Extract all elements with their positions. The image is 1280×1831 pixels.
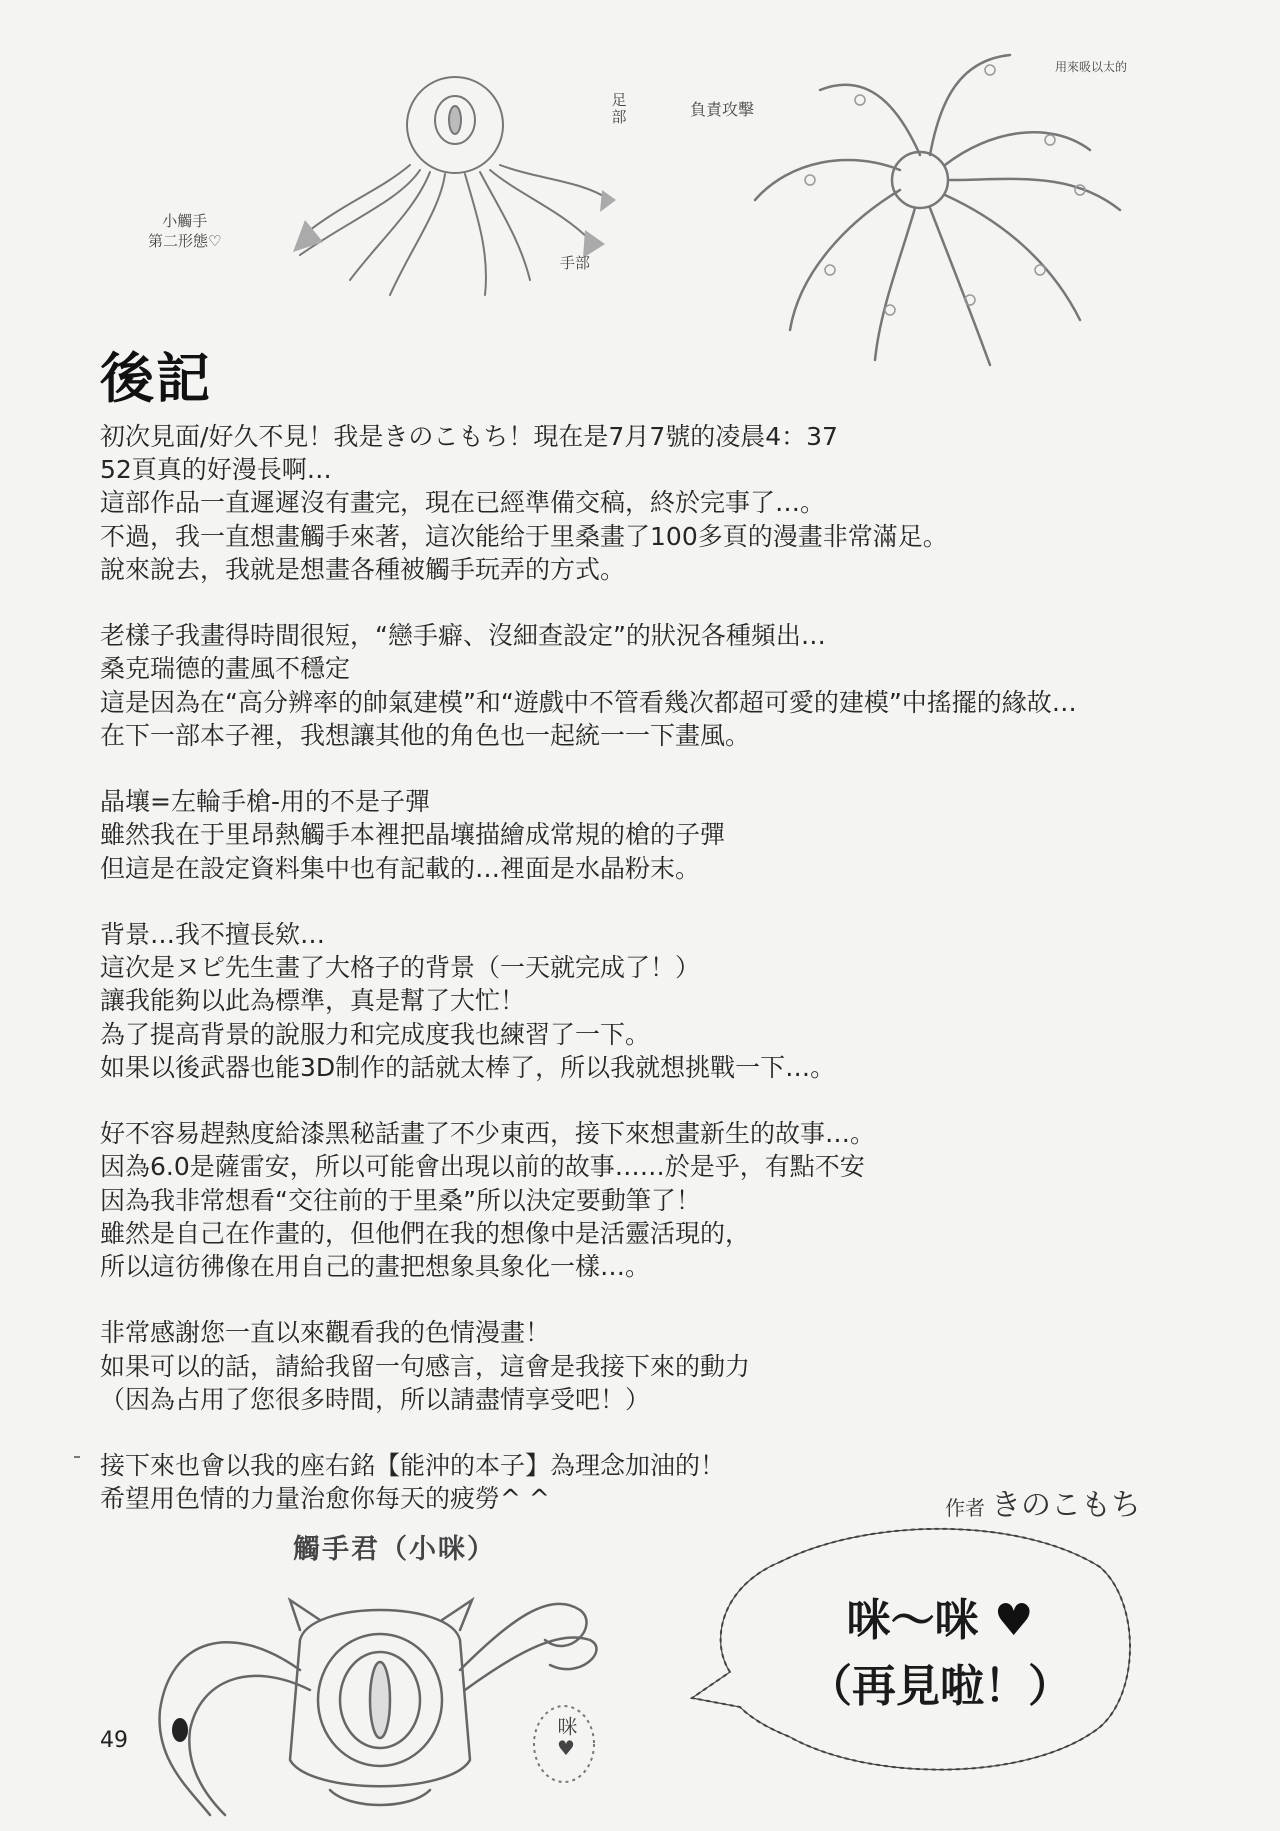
paragraph [100,420,1190,586]
text-line: 說來說去，我就是想畫各種被觸手玩弄的方式。 [100,554,626,584]
author-signature [945,1480,1141,1524]
paragraph [100,918,1190,1084]
paragraph [100,619,1190,752]
attack-label: 負責攻擊 [690,100,755,119]
text-line: 因為6.0是薩雷安，所以可能會出現以前的故事……於是乎，有點不安 [100,1152,865,1182]
bubble-line-1: 咪～咪 [846,1595,979,1646]
afterword-body [100,420,1190,1516]
text-line: 在下一部本子裡，我想讓其他的角色也一起統一一下畫風。 [100,720,751,750]
text-line: 雖然我在于里昂熱觸手本裡把晶壤描繪成常規的槍的子彈 [100,820,726,850]
paragraph [100,785,1190,885]
text-line: 因為我非常想看“交往前的于里桑”所以決定要動筆了！ [100,1185,701,1215]
paragraph [100,1316,1190,1416]
text-line: 背景…我不擅長欸… [100,920,326,949]
text-line: 52頁真的好漫長啊… [100,455,332,485]
bubble-line-2: （再見啦！） [808,1661,1072,1712]
small-tentacle-label [148,212,221,251]
big-tentacle-sketch [750,30,1130,380]
text-line: 初次見面/好久不見！我是きのこもち！現在是7月7號的凌晨4：37 [100,422,838,451]
mascot-illustration [150,1560,680,1826]
text-line: 讓我能夠以此為標準，真是幫了大忙！ [100,986,526,1016]
suck-label: 用來吸以太的 [1055,60,1128,74]
text-line: 老樣子我畫得時間很短，“戀手癖、沒細查設定”的狀況各種頻出… [100,621,826,651]
text-line: 為了提高背景的說服力和完成度我也練習了一下。 [100,1019,651,1049]
heart-icon: ♥ [993,1595,1034,1646]
text-line: （因為占用了您很多時間，所以請盡情享受吧！） [100,1384,651,1414]
small-tentacle-label-line1: 小觸手 [162,212,208,230]
page-title: 後記 [100,347,212,410]
foot-label: 足部 [609,92,628,126]
text-line: 接下來也會以我的座右銘【能沖的本子】為理念加油的！ [100,1451,726,1481]
text-line: 如果可以的話，請給我留一句感言，這會是我接下來的動力 [100,1351,751,1381]
text-line: 這是因為在“高分辨率的帥氣建模”和“遊戲中不管看幾次都超可愛的建模”中搖擺的緣故… [100,687,1077,717]
hand-label: 手部 [560,254,591,272]
text-line: 不過，我一直想畫觸手來著，這次能给于里桑畫了100多頁的漫畫非常滿足。 [100,521,948,551]
text-line: 雖然是自己在作畫的，但他們在我的想像中是活靈活現的， [100,1218,751,1248]
author-role: 作者 [945,1496,985,1520]
text-line: 所以這彷彿像在用自己的畫把想象具象化一樣…。 [100,1252,651,1282]
text-line: 好不容易趕熱度給漆黑秘話畫了不少東西，接下來想畫新生的故事…。 [100,1119,876,1149]
author-name: きのこもち [991,1488,1141,1523]
speech-bubble-text [790,1588,1090,1720]
text-line: 如果以後武器也能3D制作的話就太棒了，所以我就想挑戰一下…。 [100,1052,836,1082]
mascot-name: 觸手君（小咪） [293,1534,496,1565]
paragraph [100,1117,1190,1283]
text-line: 這部作品一直遲遲沒有畫完，現在已經準備交稿，終於完事了…。 [100,488,826,518]
text-line: 但這是在設定資料集中也有記載的…裡面是水晶粉末。 [100,853,701,883]
text-line: 桑克瑞德的畫風不穩定 [100,654,351,684]
page-number: 49 [100,1728,128,1753]
text-line: 希望用色情的力量治愈你每天的疲勞^ ^ [100,1484,550,1514]
text-line: 非常感謝您一直以來觀看我的色情漫畫！ [100,1318,551,1348]
margin-mark [74,1456,80,1458]
small-tentacle-label-line2: 第二形態♡ [148,231,222,250]
mini-bubble-text: 咪♥ [554,1716,578,1760]
small-tentacle-sketch [290,70,620,310]
text-line: 晶壤=左輪手槍-用的不是子彈 [100,787,430,817]
text-line: 這次是ヌピ先生畫了大格子的背景（一天就完成了！） [100,953,701,983]
